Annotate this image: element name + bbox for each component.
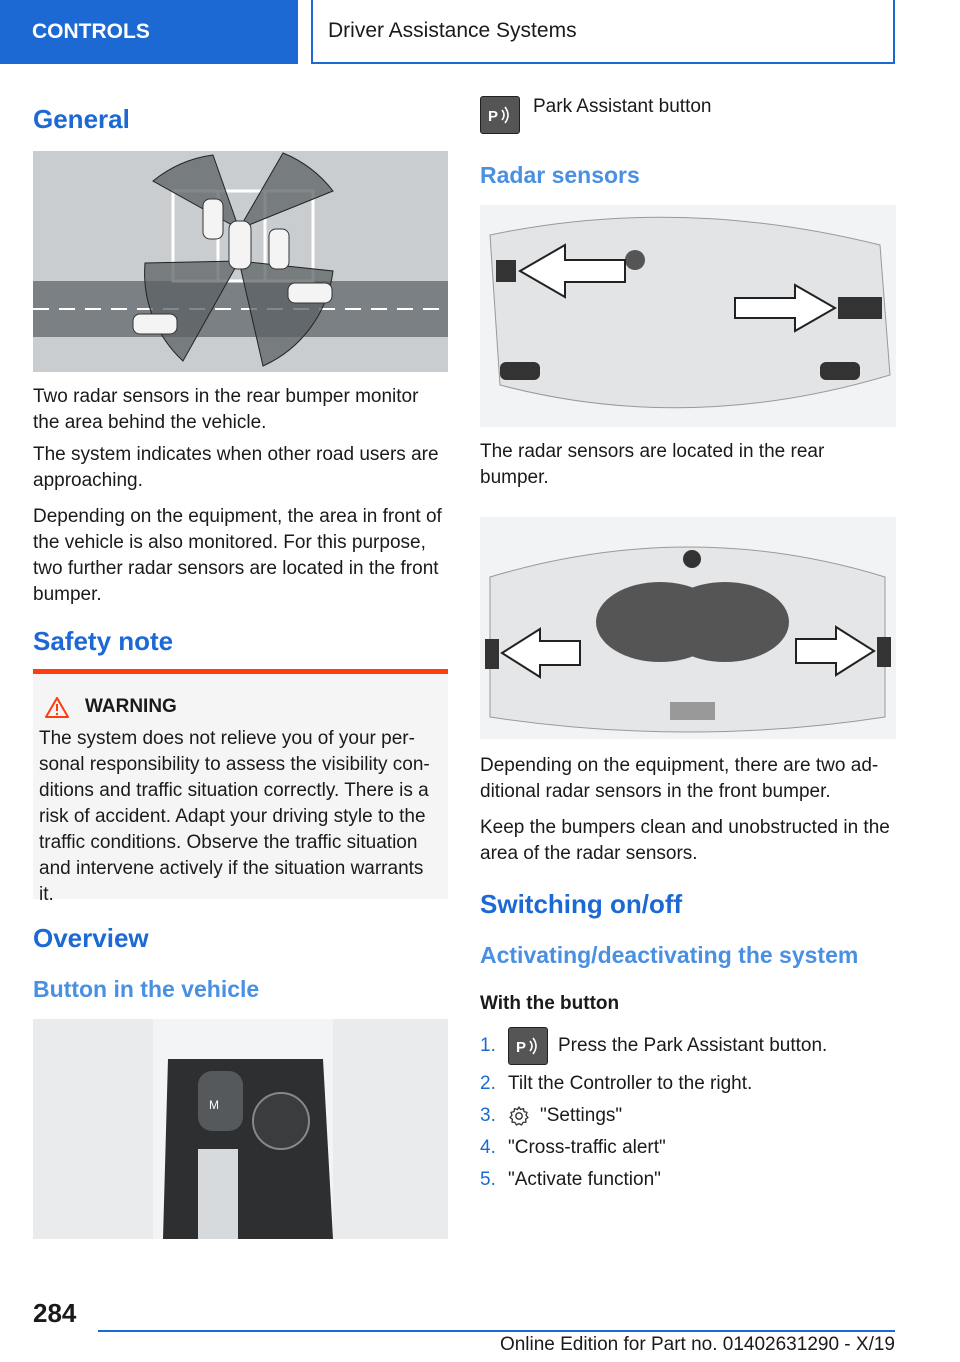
step-text: Press the Park Assistant button. xyxy=(558,1035,828,1056)
front-bumper-radar-photo xyxy=(480,517,896,739)
switching-heading: Switching on/off xyxy=(480,889,683,919)
step-number: 1. xyxy=(480,1035,496,1056)
step-4 xyxy=(480,1135,896,1161)
general-paragraph-2: The system indicates when other road users are approaching. xyxy=(33,444,439,491)
overview-heading: Overview xyxy=(33,923,149,953)
step-number: 3. xyxy=(480,1105,496,1126)
warning-triangle-icon xyxy=(45,697,69,718)
left-column xyxy=(33,96,448,1239)
right-column xyxy=(480,96,896,1199)
step-number: 5. xyxy=(480,1169,496,1190)
cross-traffic-illustration xyxy=(33,151,448,372)
gear-icon xyxy=(508,1105,530,1127)
svg-text:M: M xyxy=(209,1098,219,1112)
radar-sensors-heading: Radar sensors xyxy=(480,162,640,188)
activating-heading: Activating/deactivating the system xyxy=(480,942,859,968)
rear-bumper-radar-photo xyxy=(480,205,896,427)
park-assistant-button-icon xyxy=(480,96,520,134)
step-text: "Cross-traffic alert" xyxy=(508,1137,666,1158)
park-assistant-button-icon xyxy=(508,1027,548,1065)
warning-label: WARNING xyxy=(85,696,177,717)
footer-divider xyxy=(98,1330,895,1332)
svg-text:P: P xyxy=(488,108,499,125)
safety-note-heading: Safety note xyxy=(33,626,174,656)
step-number: 2. xyxy=(480,1073,496,1094)
general-paragraph-1: Two radar sensors in the rear bumper monitor the area behind the vehicle. xyxy=(33,386,419,433)
general-heading: General xyxy=(33,104,130,134)
page-number: 284 xyxy=(33,1298,77,1328)
radar-paragraph-2: Depending on the equipment, there are two additional radar sensors in the front bumper. xyxy=(480,755,879,802)
step-text: Tilt the Controller to the right. xyxy=(508,1073,753,1094)
warning-header xyxy=(39,696,440,718)
step-1 xyxy=(480,1027,896,1065)
radar-paragraph-3: Keep the bumpers clean and unobstructed in the area of the radar sensors. xyxy=(480,817,890,864)
center-console-photo xyxy=(33,1019,448,1239)
warning-box xyxy=(33,669,448,905)
with-button-label: With the button xyxy=(480,993,620,1014)
step-number: 4. xyxy=(480,1137,496,1158)
warning-text: The system does not relieve you of your personal responsibility to assess the visibility conditions and traffic situation correctly. There is a risk of accident. Adapt your driving style to the traffic conditions. Observe the traffic situation and intervene actively if the situation warrants it. xyxy=(39,728,430,905)
edition-text: Online Edition for Part no. 01402631290 - X/19 xyxy=(499,1334,895,1355)
radar-paragraph-1: The radar sensors are located in the rear bumper. xyxy=(480,441,825,488)
park-button-legend xyxy=(480,96,896,134)
step-2 xyxy=(480,1071,896,1097)
button-in-vehicle-heading: Button in the vehicle xyxy=(33,976,260,1002)
step-text: "Activate function" xyxy=(508,1169,661,1190)
steps-list xyxy=(480,1027,896,1193)
svg-text:P: P xyxy=(516,1039,527,1056)
header-chapter-tab: Driver Assistance Systems xyxy=(311,0,895,64)
step-3 xyxy=(480,1103,896,1129)
general-paragraph-3: Depending on the equipment, the area in front of the vehicle is also monitored. For this purpose, two further radar sensors are located in the front bumper. xyxy=(33,506,442,605)
header-section-tab: CONTROLS xyxy=(0,0,298,64)
step-text: "Settings" xyxy=(540,1105,623,1126)
park-button-label: Park Assistant button xyxy=(533,96,712,117)
step-5 xyxy=(480,1167,896,1193)
